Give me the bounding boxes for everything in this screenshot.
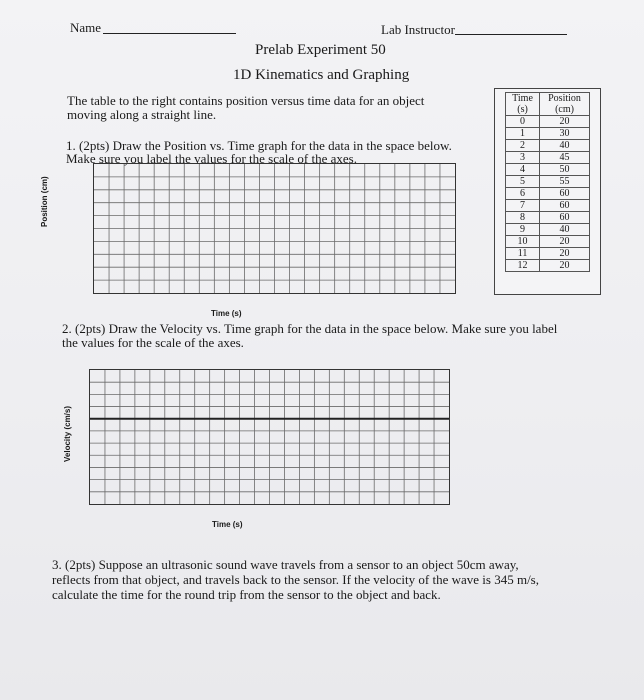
name-label: Name [70, 20, 102, 35]
time-cell: 3 [506, 152, 540, 164]
position-cell: 40 [540, 140, 590, 152]
position-cell: 20 [540, 236, 590, 248]
position-cell: 55 [540, 176, 590, 188]
position-cell: 50 [540, 164, 590, 176]
q1-prompt-line-2: Make sure you label the values for the scale of the axes. [66, 151, 357, 166]
velocity-time-graph-grid[interactable] [89, 369, 450, 505]
time-cell: 6 [506, 188, 540, 200]
intro-line-2: moving along a straight line. [67, 107, 217, 122]
data-table-frame [494, 88, 601, 295]
table-row [506, 188, 590, 200]
table-row [506, 236, 590, 248]
table-row [506, 212, 590, 224]
q2-y-axis-label: Velocity (cm/s) [63, 405, 72, 462]
intro-line-1: The table to the right contains position versus time data for an object [67, 93, 425, 108]
grid-lines [94, 164, 455, 293]
time-cell: 11 [506, 248, 540, 260]
q2-prompt-line-2: the values for the scale of the axes. [62, 335, 244, 350]
time-cell: 10 [506, 236, 540, 248]
time-cell: 1 [506, 128, 540, 140]
position-cell: 60 [540, 188, 590, 200]
table-row [506, 260, 590, 272]
table-row [506, 200, 590, 212]
time-cell: 2 [506, 140, 540, 152]
table-row [506, 116, 590, 128]
q2-x-axis-label: Time (s) [212, 520, 243, 529]
grid-lines [90, 370, 449, 504]
q3-prompt-line-1: 3. (2pts) Suppose an ultrasonic sound wave travels from a sensor to an object 50cm away, [52, 557, 519, 572]
q1-x-axis-label: Time (s) [211, 309, 242, 318]
q3-prompt-line-3: calculate the time for the round trip from the sensor to the object and back. [52, 587, 441, 602]
position-cell: 30 [540, 128, 590, 140]
instructor-blank-line[interactable] [455, 34, 567, 35]
table-row [506, 176, 590, 188]
table-row [506, 128, 590, 140]
time-cell: 4 [506, 164, 540, 176]
page-title: Prelab Experiment 50 [255, 42, 386, 58]
name-blank-line[interactable] [103, 33, 236, 34]
page-subtitle: 1D Kinematics and Graphing [233, 67, 410, 83]
table-row [506, 152, 590, 164]
position-cell: 40 [540, 224, 590, 236]
time-cell: 5 [506, 176, 540, 188]
table-row [506, 164, 590, 176]
position-cell: 60 [540, 200, 590, 212]
table-header-row [506, 93, 590, 116]
position-cell: 20 [540, 260, 590, 272]
time-cell: 12 [506, 260, 540, 272]
time-cell: 0 [506, 116, 540, 128]
q3-prompt-line-2: reflects from that object, and travels back to the sensor. If the velocity of the wave is 345 m/s, [52, 572, 539, 587]
position-cell: 45 [540, 152, 590, 164]
col-position-header: Position (cm) [540, 93, 590, 116]
table-row [506, 248, 590, 260]
position-time-graph-grid[interactable] [93, 163, 456, 294]
position-cell: 20 [540, 248, 590, 260]
time-cell: 9 [506, 224, 540, 236]
table-row [506, 140, 590, 152]
col-time-header: Time (s) [506, 93, 540, 116]
time-cell: 8 [506, 212, 540, 224]
table-row [506, 224, 590, 236]
q2-prompt-line-1: 2. (2pts) Draw the Velocity vs. Time graph for the data in the space below. Make sure you label [62, 321, 558, 336]
position-cell: 20 [540, 116, 590, 128]
lab-instructor-label: Lab Instructor [381, 22, 456, 37]
q1-y-axis-label: Position (cm) [40, 176, 49, 227]
position-time-table [505, 92, 590, 272]
position-cell: 60 [540, 212, 590, 224]
time-cell: 7 [506, 200, 540, 212]
q1-prompt-line-1: 1. (2pts) Draw the Position vs. Time graph for the data in the space below. [66, 138, 452, 153]
